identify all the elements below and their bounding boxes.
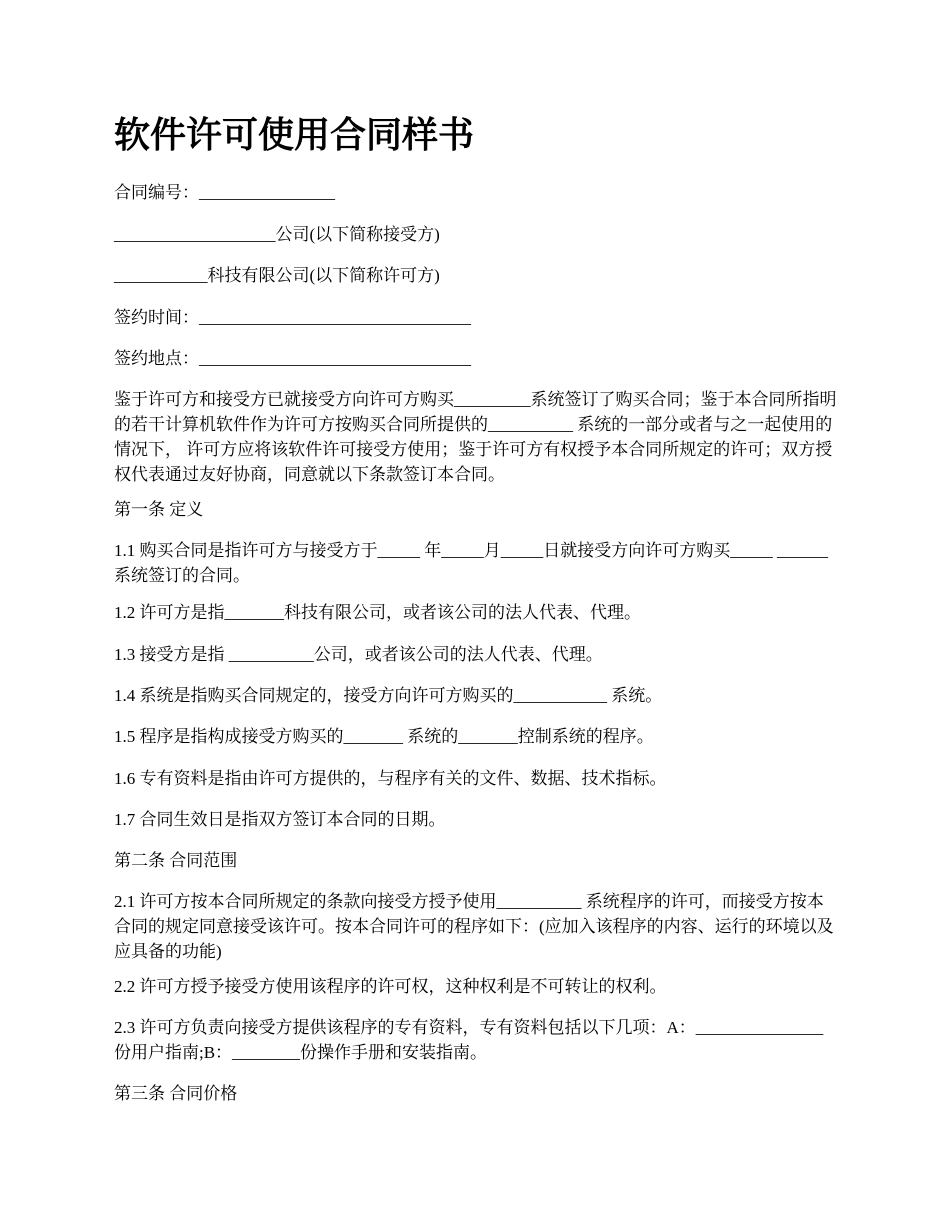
document-title: 软件许可使用合同样书: [114, 115, 475, 156]
party-licensor: ___________科技有限公司(以下简称许可方): [114, 266, 440, 285]
party-receiver: ___________________公司(以下简称接受方): [114, 225, 440, 244]
clause-1-6: 1.6 专有资料是指由许可方提供的，与程序有关的文件、数据、技术指标。: [114, 769, 667, 788]
clause-1-2: 1.2 许可方是指_______科技有限公司，或者该公司的法人代表、代理。: [114, 603, 641, 622]
clause-2-3: 2.3 许可方负责向接受方提供该程序的专有资料，专有资料包括以下几项：A：_______________份用户指南;B：________份操作手册和安装指南。: [114, 1018, 824, 1062]
clause-1-1: 1.1 购买合同是指许可方与接受方于_____ 年_____月_____日就接受方向许可方购买_____ ______系统签订的合同。: [114, 541, 828, 585]
clause-1-3: 1.3 接受方是指 __________公司，或者该公司的法人代表、代理。: [114, 645, 603, 664]
section-heading: 第一条 定义: [114, 500, 204, 519]
signing-place: 签约地点：________________________________: [114, 349, 471, 368]
clause-1-4: 1.4 系统是指购买合同规定的，接受方向许可方购买的___________ 系统。: [114, 686, 663, 705]
contract-number: 合同编号：________________: [114, 183, 335, 202]
section-heading: 第三条 合同价格: [114, 1084, 238, 1103]
clause-2-2: 2.2 许可方授予接受方使用该程序的许可权，这种权利是不可转让的权利。: [114, 977, 667, 996]
clause-1-7: 1.7 合同生效日是指双方签订本合同的日期。: [114, 810, 446, 829]
preamble-paragraph: 鉴于许可方和接受方已就接受方向许可方购买_________系统签订了购买合同；鉴于本合同所指明的若干计算机软件作为许可方按购买合同所提供的__________ 系统的一部分或者与之一起使用的情况下， 许可方应将该软件许可接受方使用；鉴于许可方有权授予本合同所规定的许可；双方授权代表通过友好协商，同意就以下条款签订本合同。: [114, 390, 837, 484]
clause-2-1: 2.1 许可方按本合同所规定的条款向接受方授予使用__________ 系统程序的许可，而接受方按本合同的规定同意接受该许可。按本合同许可的程序如下：(应加入该程序的内容、运行的环境以及应具备的功能): [114, 892, 834, 961]
signing-time: 签约时间：________________________________: [114, 308, 471, 327]
clause-1-5: 1.5 程序是指构成接受方购买的_______ 系统的_______控制系统的程序。: [114, 727, 654, 746]
section-heading: 第二条 合同范围: [114, 851, 238, 870]
